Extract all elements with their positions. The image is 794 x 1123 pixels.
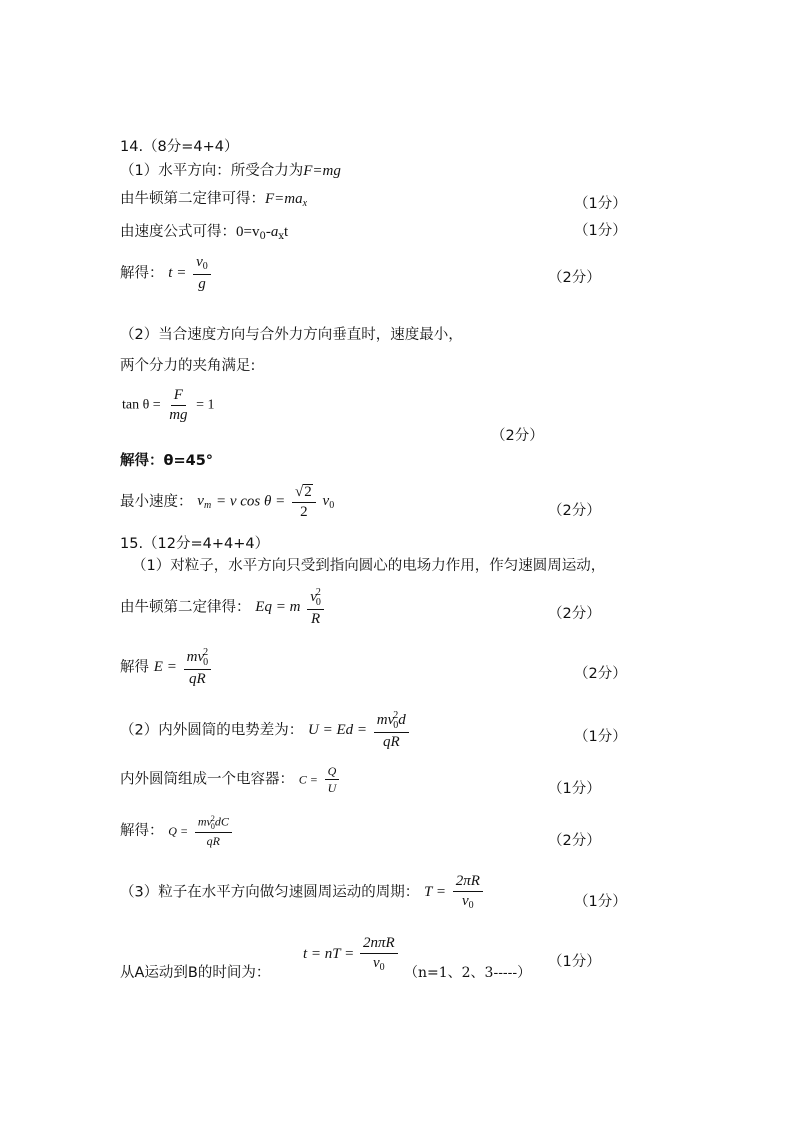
q14-tan-fraction xyxy=(166,388,190,423)
q14-velocity-label: 由速度公式可得： xyxy=(120,224,236,240)
q15-T-num: 2πR xyxy=(453,874,483,892)
q15-U-lhs: U = Ed = xyxy=(308,722,368,738)
q14-velocity-a: 0=v xyxy=(236,224,260,240)
q15-time-lhs: t = nT = xyxy=(303,946,355,962)
q14-header: 14.（8分=4+4） xyxy=(120,139,239,155)
q14-vmin-tail-v: v xyxy=(322,492,330,509)
q14-tan-rhs: = 1 xyxy=(196,397,215,413)
q15-cap-line xyxy=(120,765,341,794)
q15-T-lhs: T = xyxy=(424,884,446,900)
q15-time-fraction xyxy=(360,936,398,973)
q15-solveQ-score: （2分） xyxy=(548,833,601,849)
q14-vmin-tail-sub: 0 xyxy=(329,499,335,511)
q15-U-num-tail: d xyxy=(398,711,406,728)
q14-tan-num: F xyxy=(171,388,186,406)
q14-tan-den: mg xyxy=(169,407,188,423)
q15-solveE-den: qR xyxy=(189,671,206,687)
q15-newton-score: （2分） xyxy=(548,606,601,622)
q14-solve1-score: （2分） xyxy=(548,270,601,286)
q15-part3-lead: （3）粒子在水平方向做匀速圆周运动的周期： xyxy=(120,884,420,901)
q14-velocity-line xyxy=(120,224,288,242)
q14-part2-line2: 两个分力的夹角满足: xyxy=(120,358,256,374)
q15-T-fraction xyxy=(453,874,483,911)
q14-vmin-fraction: $\frac{√2}{2}$ xyxy=(292,484,316,520)
q15-time-den-sub: 0 xyxy=(379,962,385,973)
q15-time-num: 2nπR xyxy=(360,936,398,954)
q15-cap-fraction xyxy=(325,765,340,794)
q15-cap-num: Q xyxy=(325,765,340,780)
q15-solveQ-line xyxy=(120,815,234,847)
q15-U-score: （1分） xyxy=(574,729,627,745)
q14-part1-line xyxy=(120,163,341,179)
q14-vmin-tail xyxy=(323,493,335,509)
q15-newton-num-sup: 2 xyxy=(315,587,321,598)
q15-U-den: qR xyxy=(382,734,400,750)
q14-vmin-v-sub: m xyxy=(203,499,212,511)
q15-solveQ-fraction xyxy=(195,815,232,847)
q15-solveE-num-script xyxy=(203,648,208,667)
q15-U-num: mv xyxy=(376,711,395,728)
q14-solve1-label: 解得： xyxy=(120,265,164,282)
q14-velocity-c: t xyxy=(283,224,289,240)
q14-vmin-label: 最小速度： xyxy=(120,493,193,510)
q14-velocity-b: -a xyxy=(265,224,279,240)
q15-solveQ-num-sup: 2 xyxy=(210,814,215,823)
q14-tan-score: （2分） xyxy=(491,428,544,444)
q15-solveE-score: （2分） xyxy=(574,666,627,682)
q15-U-fraction xyxy=(374,711,409,750)
q15-newton-fraction xyxy=(307,588,324,627)
q15-cap-den: U xyxy=(327,781,337,795)
q15-cap-lhs: C = xyxy=(298,772,318,787)
q14-part1-formula: F=mg xyxy=(303,163,341,179)
q14-part2-lead: （2）当合速度方向与合外力方向垂直时，速度最小， xyxy=(120,327,463,343)
q14-vmin-lhs xyxy=(197,493,211,509)
q15-solveE-line xyxy=(120,648,213,687)
q14-vmin-line xyxy=(120,484,334,520)
q14-newton-label: 由牛顿第二定律可得： xyxy=(120,191,265,207)
q15-T-den-sub: 0 xyxy=(468,900,474,911)
q14-solve1-line xyxy=(120,255,213,292)
q15-solveQ-num: mv xyxy=(197,814,212,829)
q15-solveE-fraction xyxy=(184,648,212,687)
q14-newton-sub: x xyxy=(302,198,308,209)
q15-newton-lhs: Eq = m xyxy=(255,599,301,615)
q15-solveQ-den: qR xyxy=(206,834,220,849)
q15-U-line xyxy=(120,711,411,750)
q14-solve1-lhs: t = xyxy=(168,265,187,281)
q15-solveE-num-sup: 2 xyxy=(203,647,209,658)
q14-solve2: 解得：θ=45° xyxy=(120,453,214,469)
q15-solveE-num: mv xyxy=(186,648,205,665)
q15-T-score: （1分） xyxy=(574,894,627,910)
q14-newton-line xyxy=(120,191,307,209)
q14-newton-formula: F=ma xyxy=(265,191,303,207)
q15-T-den: v xyxy=(462,893,469,909)
q14-vmin-den: 2 xyxy=(300,504,308,520)
q14-velocity-score: （1分） xyxy=(574,223,627,239)
q15-solveE-lhs: E = xyxy=(153,659,177,675)
q15-newton-num: v xyxy=(310,588,317,605)
q14-solve1-fraction xyxy=(193,255,211,292)
q15-U-num-sup: 2 xyxy=(393,710,399,721)
q14-part1-lead: （1）水平方向：所受合力为 xyxy=(120,163,304,179)
q15-T-line xyxy=(120,874,485,911)
q15-time-formula xyxy=(303,936,400,973)
q15-newton-num-sub: 0 xyxy=(315,596,321,608)
q15-newton-den: R xyxy=(310,611,321,627)
q15-part1-lead: （1）对粒子，水平方向只受到指向圆心的电场力作用，作匀速圆周运动， xyxy=(132,558,606,574)
q15-newton-num-script xyxy=(316,588,321,607)
q15-U-num-sub: 0 xyxy=(393,719,399,731)
q14-tan-line xyxy=(122,388,214,423)
q14-vmin-num: 2 xyxy=(304,484,312,500)
q15-header: 15.（12分=4+4+4） xyxy=(120,536,270,552)
q14-newton-score: （1分） xyxy=(574,196,627,212)
q14-solve1-num: v xyxy=(196,254,203,270)
q15-solveQ-label: 解得： xyxy=(120,822,164,839)
q14-solve1-num-sub: 0 xyxy=(202,261,208,272)
q14-solve1-den: g xyxy=(198,276,206,292)
q15-solveQ-num-sub: 0 xyxy=(210,821,215,831)
q15-cap-score: （1分） xyxy=(548,781,601,797)
q14-vmin-mid: = v cos θ = xyxy=(215,493,286,510)
q15-time-den: v xyxy=(372,955,380,971)
q15-part2-lead: （2）内外圆筒的电势差为： xyxy=(120,722,304,739)
q14-tan-lhs: tan θ = xyxy=(122,397,161,413)
q14-velocity-subx: x xyxy=(278,231,284,242)
q15-solveQ-lhs: Q = xyxy=(168,824,189,839)
q15-solveE-label: 解得 xyxy=(120,659,149,676)
q15-time-label: 从A运动到B的时间为： xyxy=(120,965,271,981)
q15-newton-label: 由牛顿第二定律得： xyxy=(120,599,251,616)
q14-vmin-v: v xyxy=(197,492,204,509)
q15-solveQ-num-tail: dC xyxy=(214,814,229,829)
q15-cap-label: 内外圆筒组成一个电容器： xyxy=(120,771,294,788)
q15-solveE-num-sub: 0 xyxy=(203,656,209,668)
q15-time-score: （1分） xyxy=(548,954,601,970)
q14-velocity-sub0: 0 xyxy=(259,231,266,242)
q15-time-note: （n=1、2、3-----） xyxy=(404,965,532,981)
q14-vmin-score: （2分） xyxy=(548,503,601,519)
q15-newton-line xyxy=(120,588,326,627)
